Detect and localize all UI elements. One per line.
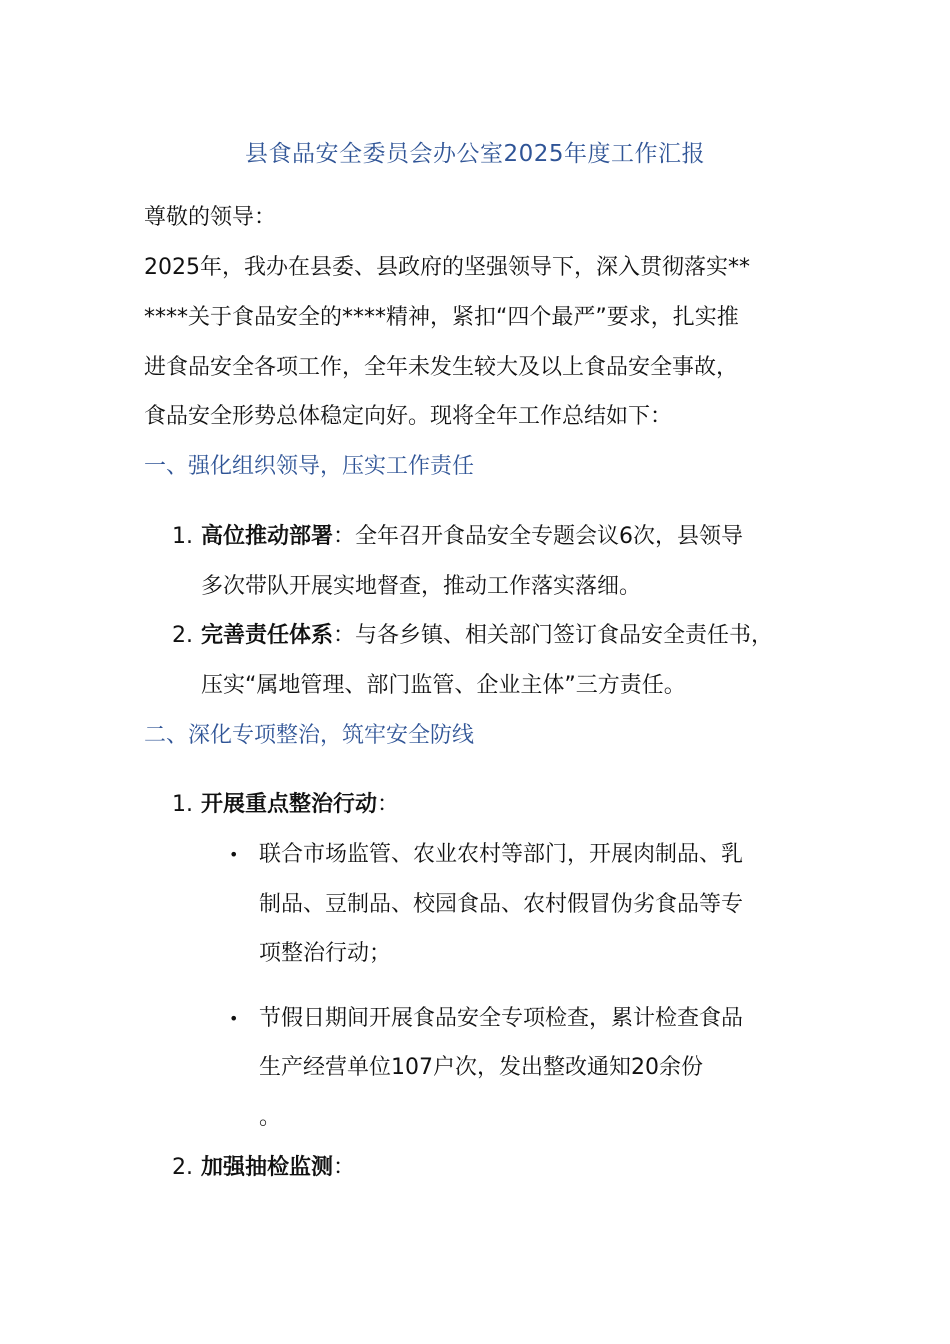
list-item-text: ：: [333, 1155, 356, 1180]
list-item-text: ：: [377, 792, 400, 817]
bullet-line: 项整治行动；: [259, 941, 392, 966]
intro-line-3: 进食品安全各项工作，全年未发生较大及以上食品安全事故，: [144, 355, 739, 380]
bullet-line: 联合市场监管、农业农村等部门，开展肉制品、乳: [259, 842, 744, 867]
list-item-bold: 完善责任体系: [201, 623, 334, 648]
bullet-line: 制品、豆制品、校园食品、农村假冒伪劣食品等专: [259, 892, 744, 917]
list-item-bold: 开展重点整治行动: [201, 792, 378, 817]
list-number: 1.: [172, 792, 193, 817]
list-item-line: [201, 523, 743, 551]
list-number: 1.: [172, 524, 193, 549]
intro-line-2: ****关于食品安全的****精神，紧扣“四个最严”要求，扎实推: [144, 305, 739, 330]
bullet-line: 生产经营单位107户次，发出整改通知20余份: [259, 1055, 703, 1080]
list-item-text: ：全年召开食品安全专题会议6次，县领导: [333, 524, 744, 549]
list-item-line: [201, 791, 399, 819]
bullet-line: 节假日期间开展食品安全专项检查，累计检查食品: [259, 1006, 744, 1031]
list-item-line: 多次带队开展实地督查，推动工作落实落细。: [201, 574, 642, 599]
list-number: 2.: [172, 1155, 193, 1180]
section-1-heading: 一、强化组织领导，压实工作责任: [144, 454, 475, 479]
bullet-dot: •: [229, 845, 239, 864]
intro-line-4: 食品安全形势总体稳定向好。现将全年工作总结如下：: [144, 404, 673, 429]
list-item-bold: 高位推动部署: [201, 524, 334, 549]
section-2-heading: 二、深化专项整治，筑牢安全防线: [144, 723, 475, 748]
list-item-bold: 加强抽检监测: [201, 1155, 334, 1180]
list-number: 2.: [172, 623, 193, 648]
intro-line-1: 2025年，我办在县委、县政府的坚强领导下，深入贯彻落实**: [144, 255, 750, 280]
document-title: 县食品安全委员会办公室2025年度工作汇报: [244, 141, 706, 167]
list-item-text: ：与各乡镇、相关部门签订食品安全责任书，: [333, 623, 774, 648]
bullet-dot: •: [229, 1009, 239, 1028]
list-item-line: 压实“属地管理、部门监管、企业主体”三方责任。: [201, 673, 686, 698]
list-item-line: [201, 1154, 355, 1182]
bullet-line: 。: [259, 1105, 282, 1130]
salutation: 尊敬的领导：: [144, 205, 277, 230]
list-item-line: [201, 622, 773, 650]
